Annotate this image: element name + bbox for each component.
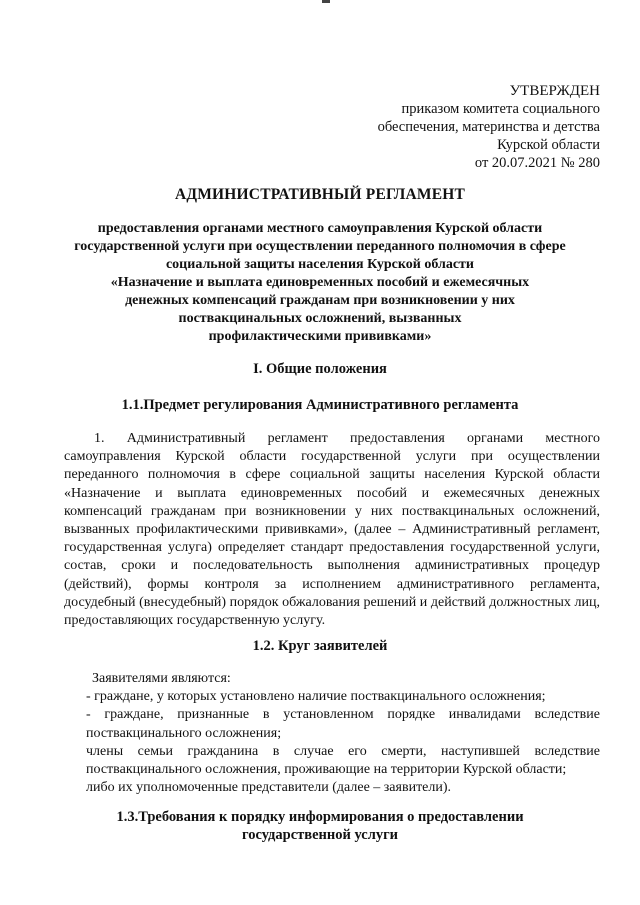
subtitle-line: профилактическими прививками» [208,329,432,344]
paragraph-1 [64,430,600,630]
list-item: члены семьи гражданина в случае его смерти, наступившей вследствие поствакцинального осложнения, проживающие на территории Курской области; [86,743,600,778]
applicants-list [64,670,600,797]
subtitle-line: предоставления органами местного самоуправления Курской области [97,221,543,236]
applicants-intro: Заявителями являются: [92,671,231,686]
approval-block [378,82,600,172]
section-heading-subject: 1.1.Предмет регулирования Административного регламента [121,397,519,413]
document-subtitle [40,220,600,346]
subtitle-line: «Назначение и выплата единовременных пособий и ежемесячных [110,275,530,290]
approval-line: от 20.07.2021 № 280 [474,155,600,171]
list-item: - граждане, у которых установлено наличие поствакцинального осложнения; [86,689,546,705]
list-item: либо их уполномоченные представители (далее – заявители). [86,780,452,796]
list-item: - граждане, признанные в установленном порядке инвалидами вследствие поствакцинального осложнения; [86,707,600,741]
section-heading-applicants: 1.2. Круг заявителей [252,638,388,654]
approval-head: УТВЕРЖДЕН [509,83,600,99]
subtitle-line: государственной услуги при осуществлении переданного полномочия в сфере [74,239,566,254]
subtitle-line: социальной защиты населения Курской области [165,257,475,272]
section-heading-information [40,808,600,844]
approval-line: приказом комитета социального [401,101,600,117]
section-heading-general: I. Общие положения [253,361,387,377]
document-title: АДМИНИСТРАТИВНЫЙ РЕГЛАМЕНТ [174,186,466,203]
approval-line: обеспечения, материнства и детства [377,119,600,135]
section-heading-line: государственной услуги [241,827,399,843]
subtitle-line: денежных компенсаций гражданам при возникновении у них [125,293,515,308]
scan-mark [322,0,330,3]
approval-line: Курской области [497,137,600,153]
section-heading-line: 1.3.Требования к порядку информирования о предоставлении [116,809,524,825]
subtitle-line: поствакцинальных осложнений, вызванных [178,311,462,326]
paragraph-1-text: 1. Административный регламент предоставления органами местного самоуправления Курской области государственной услуги при осуществлении переданного полномочия в сфере социальной защиты населения Курской области «Назначение и выплата единовременных пособий и ежемесячных денежных компенсаций гражданам при возникновении у них поствакцинальных осложнений, вызванных профилактическими прививками», (далее – Административный регламент, государственная услуга) определяет стандарт предоставления государственной услуги, состав, сроки и последовательность выполнения административных процедур (действий), формы контроля за исполнением административного регламента, досудебный (внесудебный) порядок обжалования решений и действий должностных лиц, предоставляющих государственную услугу. [64,431,600,629]
